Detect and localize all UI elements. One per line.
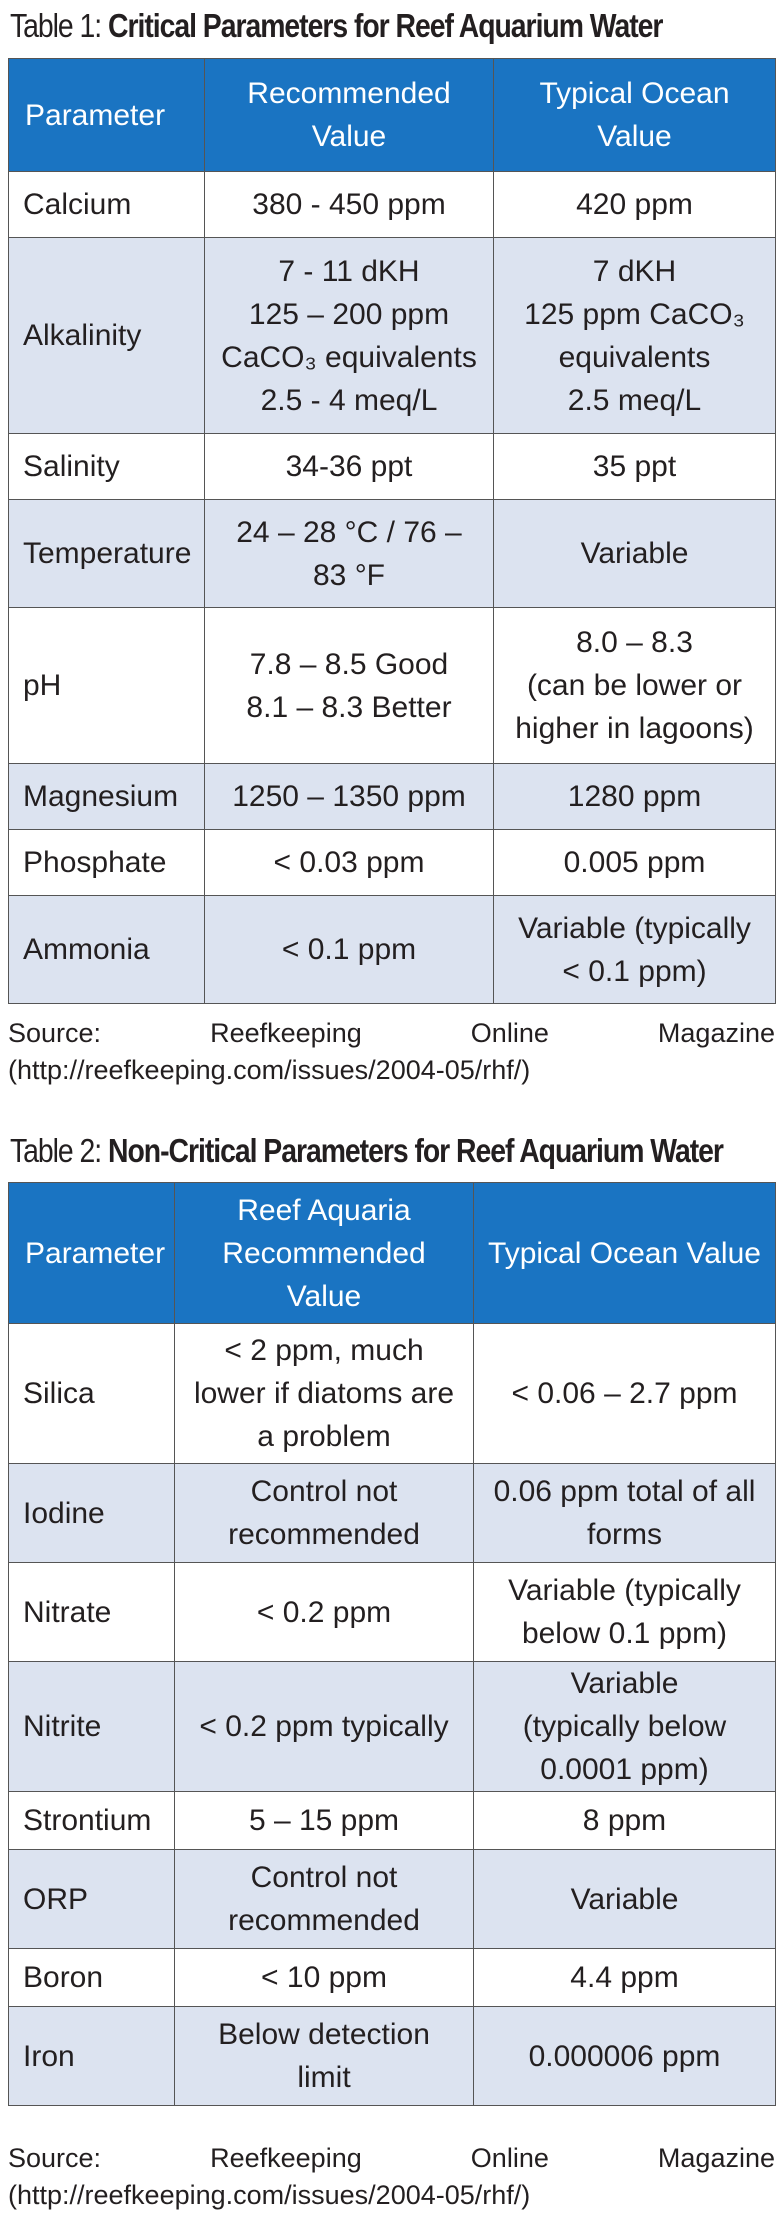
typical-ocean-value-line: 0.06 ppm total of all xyxy=(493,1475,756,1508)
table1-caption xyxy=(10,6,662,46)
typical-ocean-value xyxy=(494,500,776,608)
header-typical-line: Typical Ocean Value xyxy=(488,1236,761,1270)
header-recommended xyxy=(175,1183,474,1324)
typical-ocean-value-line: Variable xyxy=(580,537,689,570)
table-row xyxy=(9,1324,776,1464)
parameter-name: Silica xyxy=(9,1324,175,1464)
parameter-name: Salinity xyxy=(9,434,205,500)
typical-ocean-value-line: 4.4 ppm xyxy=(570,1961,679,1994)
header-parameter xyxy=(9,1183,175,1324)
header-recommended-line: Recommended xyxy=(222,1236,426,1270)
parameter-name: Nitrate xyxy=(9,1563,175,1662)
parameter-name: Ammonia xyxy=(9,896,205,1004)
table1-caption-number: Table 1: xyxy=(10,7,102,44)
recommended-value xyxy=(175,1850,474,1949)
parameter-name: ORP xyxy=(9,1850,175,1949)
table-row xyxy=(9,1850,776,1949)
parameter-name: Calcium xyxy=(9,172,205,238)
table2-caption-number: Table 2: xyxy=(10,1132,102,1169)
table-row xyxy=(9,434,776,500)
table2-source-note: Source: Reefkeeping Online Magazine (http://reefkeeping.com/issues/2004-05/rhf/) xyxy=(8,2143,775,2210)
recommended-value-line: CaCO₃ equivalents xyxy=(221,340,477,374)
typical-ocean-value-line: Variable xyxy=(570,1667,679,1700)
recommended-value-line: lower if diatoms are xyxy=(193,1377,455,1410)
header-recommended xyxy=(205,59,494,172)
table-row xyxy=(9,1662,776,1792)
typical-ocean-value-line: 125 ppm CaCO₃ xyxy=(524,297,745,331)
recommended-value-line: limit xyxy=(297,2061,351,2094)
recommended-value-line: 1250 – 1350 ppm xyxy=(232,780,466,813)
header-typical-line: Typical Ocean xyxy=(539,77,730,110)
recommended-value xyxy=(205,830,494,896)
typical-ocean-value-line: forms xyxy=(587,1518,662,1551)
typical-ocean-value xyxy=(474,1563,776,1662)
typical-ocean-value-line: 8 ppm xyxy=(582,1804,667,1837)
typical-ocean-value-line: below 0.1 ppm) xyxy=(521,1617,728,1650)
recommended-value xyxy=(175,1324,474,1464)
header-parameter-line: Parameter xyxy=(25,1236,166,1270)
typical-ocean-value xyxy=(494,172,776,238)
typical-ocean-value xyxy=(474,2007,776,2106)
table1-body xyxy=(9,172,776,1004)
parameter-name: Magnesium xyxy=(9,764,205,830)
table2-caption-title: Non-Critical Parameters for Reef Aquarium Water xyxy=(107,1132,723,1169)
typical-ocean-value xyxy=(494,608,776,764)
recommended-value xyxy=(205,608,494,764)
typical-ocean-value-line: 0.000006 ppm xyxy=(528,2039,721,2073)
typical-ocean-value-line: 2.5 meq/L xyxy=(567,383,702,417)
table1-source-note: Source: Reefkeeping Online Magazine (http://reefkeeping.com/issues/2004-05/rhf/) xyxy=(8,1018,775,1085)
recommended-value xyxy=(205,238,494,434)
recommended-value-line: 8.1 – 8.3 Better xyxy=(246,690,452,724)
typical-ocean-value-line: Variable xyxy=(570,1882,679,1916)
recommended-value-line: 2.5 - 4 meq/L xyxy=(260,383,438,417)
table-row xyxy=(9,2007,776,2106)
header-typical-line: Value xyxy=(597,120,672,153)
table-row xyxy=(9,238,776,434)
recommended-value-line: 83 °F xyxy=(312,558,386,592)
recommended-value-line: 5 – 15 ppm xyxy=(248,1804,400,1837)
recommended-value xyxy=(205,500,494,608)
typical-ocean-value-line: higher in lagoons) xyxy=(515,712,754,745)
recommended-value-line: a problem xyxy=(257,1420,391,1453)
typical-ocean-value xyxy=(494,238,776,434)
typical-ocean-value-line: < 0.06 – 2.7 ppm xyxy=(511,1377,738,1410)
table2-header-row xyxy=(9,1183,776,1324)
typical-ocean-value-line: 0.0001 ppm) xyxy=(540,1753,709,1786)
typical-ocean-value xyxy=(494,764,776,830)
table2-caption xyxy=(10,1131,723,1171)
recommended-value-line: 380 - 450 ppm xyxy=(252,188,446,221)
recommended-value-line: < 0.2 ppm typically xyxy=(199,1710,449,1743)
table-row xyxy=(9,830,776,896)
recommended-value-line: < 0.2 ppm xyxy=(256,1595,392,1629)
recommended-value xyxy=(205,434,494,500)
table1-header-row xyxy=(9,59,776,172)
header-recommended-line: Value xyxy=(311,120,387,153)
typical-ocean-value-line: 7 dKH xyxy=(592,254,677,288)
table-row xyxy=(9,172,776,238)
typical-ocean-value xyxy=(494,434,776,500)
typical-ocean-value-line: 35 ppt xyxy=(592,450,677,483)
typical-ocean-value xyxy=(494,830,776,896)
recommended-value xyxy=(205,764,494,830)
typical-ocean-value xyxy=(494,896,776,1004)
typical-ocean-value-line: 1280 ppm xyxy=(567,780,702,813)
typical-ocean-value-line: equivalents xyxy=(558,340,711,374)
typical-ocean-value xyxy=(474,1949,776,2007)
recommended-value-line: 7 - 11 dKH xyxy=(278,254,420,288)
recommended-value-line: < 2 ppm, much xyxy=(224,1334,424,1367)
recommended-value xyxy=(175,1792,474,1850)
parameter-name: pH xyxy=(9,608,205,764)
typical-ocean-value xyxy=(474,1662,776,1792)
typical-ocean-value-line: < 0.1 ppm) xyxy=(562,954,707,988)
header-recommended-line: Recommended xyxy=(247,77,451,110)
typical-ocean-value-line: 0.005 ppm xyxy=(563,846,706,879)
recommended-value-line: recommended xyxy=(228,1518,420,1551)
recommended-value-line: < 0.1 ppm xyxy=(281,933,417,966)
header-typical xyxy=(474,1183,776,1324)
recommended-value-line: 125 – 200 ppm xyxy=(248,297,450,331)
parameter-name: Phosphate xyxy=(9,830,205,896)
table-row xyxy=(9,1563,776,1662)
recommended-value xyxy=(175,2007,474,2106)
typical-ocean-value-line: (can be lower or xyxy=(526,669,743,702)
recommended-value-line: Below detection xyxy=(218,2018,430,2051)
parameter-name: Nitrite xyxy=(9,1662,175,1792)
typical-ocean-value xyxy=(474,1464,776,1563)
recommended-value-line: 24 – 28 °C / 76 – xyxy=(236,515,462,549)
parameter-name: Iron xyxy=(9,2007,175,2106)
recommended-value xyxy=(175,1563,474,1662)
recommended-value xyxy=(205,896,494,1004)
typical-ocean-value xyxy=(474,1324,776,1464)
recommended-value-line: 34-36 ppt xyxy=(285,450,413,483)
table-row xyxy=(9,500,776,608)
header-parameter-line: Parameter xyxy=(25,98,166,132)
table-row xyxy=(9,1949,776,2007)
recommended-value-line: < 0.03 ppm xyxy=(273,846,425,879)
typical-ocean-value xyxy=(474,1792,776,1850)
table-row xyxy=(9,896,776,1004)
typical-ocean-value-line: 8.0 – 8.3 xyxy=(576,626,693,659)
table-row xyxy=(9,764,776,830)
parameter-name: Boron xyxy=(9,1949,175,2007)
header-recommended-line: Value xyxy=(286,1279,362,1313)
recommended-value xyxy=(175,1949,474,2007)
header-typical xyxy=(494,59,776,172)
table-row xyxy=(9,1464,776,1563)
header-recommended-line: Reef Aquaria xyxy=(237,1193,411,1227)
typical-ocean-value-line: (typically below xyxy=(522,1710,727,1743)
recommended-value-line: Control not xyxy=(250,1475,398,1508)
recommended-value-line: Control not xyxy=(250,1861,398,1894)
recommended-value xyxy=(175,1464,474,1563)
typical-ocean-value-line: Variable (typically xyxy=(518,911,751,945)
recommended-value-line: 7.8 – 8.5 Good xyxy=(249,647,449,681)
parameter-name: Temperature xyxy=(9,500,205,608)
parameter-name: Strontium xyxy=(9,1792,175,1850)
recommended-value-line: recommended xyxy=(228,1904,420,1937)
recommended-value xyxy=(175,1662,474,1792)
table-row xyxy=(9,1792,776,1850)
table-row xyxy=(9,608,776,764)
table1-caption-title: Critical Parameters for Reef Aquarium Water xyxy=(107,7,663,44)
non-critical-parameters-table xyxy=(8,1182,776,2106)
parameter-name: Alkalinity xyxy=(9,238,205,434)
typical-ocean-value-line: 420 ppm xyxy=(576,188,693,221)
typical-ocean-value-line: Variable (typically xyxy=(508,1574,741,1607)
recommended-value xyxy=(205,172,494,238)
parameter-name: Iodine xyxy=(9,1464,175,1563)
header-parameter xyxy=(9,59,205,172)
table2-body xyxy=(9,1324,776,2106)
critical-parameters-table xyxy=(8,58,776,1004)
recommended-value-line: < 10 ppm xyxy=(261,1961,387,1994)
typical-ocean-value xyxy=(474,1850,776,1949)
